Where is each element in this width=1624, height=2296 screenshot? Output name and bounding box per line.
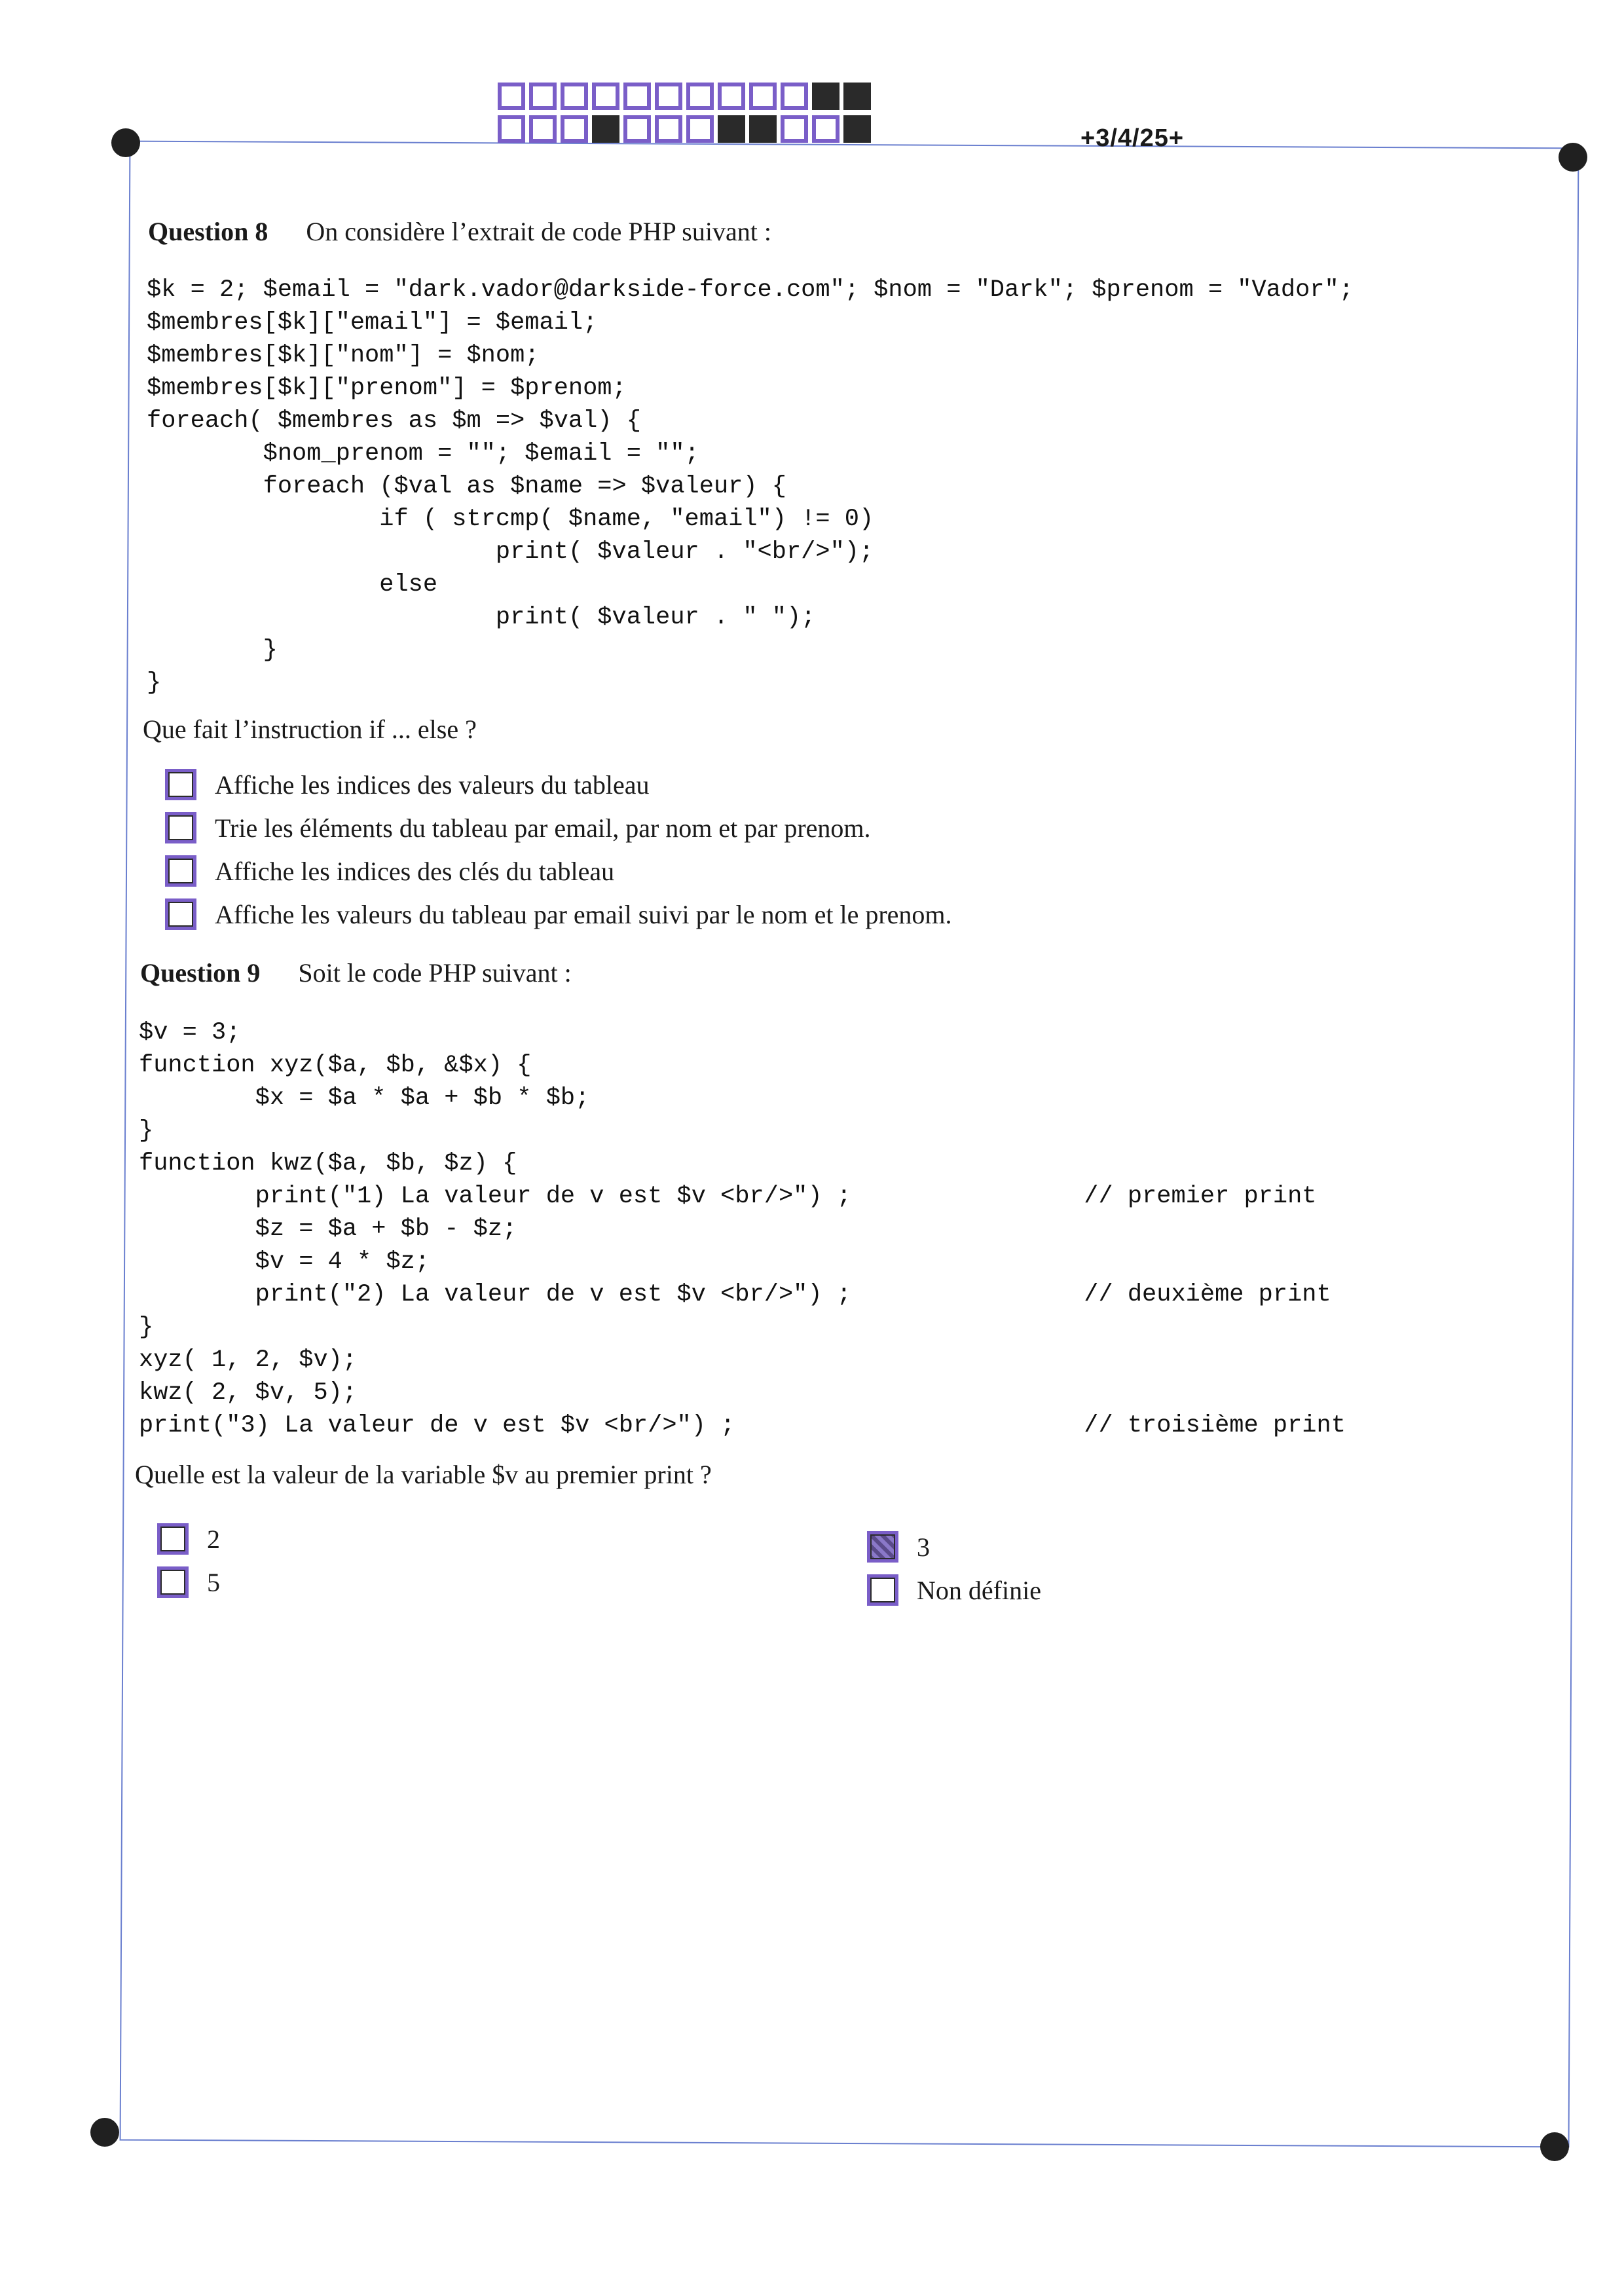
barcode-row-2-box xyxy=(592,115,619,143)
barcode-row-2-box xyxy=(686,115,714,143)
q9-choice-3[interactable] xyxy=(867,1531,930,1563)
q9-choice-5[interactable] xyxy=(157,1566,220,1598)
barcode-row-1-box xyxy=(623,83,651,110)
barcode-row-2 xyxy=(498,115,871,143)
q8-checkbox-2[interactable] xyxy=(165,812,196,843)
barcode-row-2-box xyxy=(749,115,777,143)
q9-checkbox-3[interactable] xyxy=(867,1531,898,1563)
q8-checkbox-3[interactable] xyxy=(165,855,196,887)
registration-mark-bottom-right xyxy=(1540,2132,1569,2161)
barcode-row-2-box xyxy=(623,115,651,143)
barcode-row-2-box xyxy=(781,115,808,143)
question-8-code: $k = 2; $email = "dark.vador@darkside-force.com"; $nom = "Dark"; $prenom = "Vador"; $membres[$k]["email"] = $email; $membres[$k]["nom"] = $nom; $membres[$k]["prenom"] = $prenom; foreach( $membres as $m => $val) { $nom_prenom = ""; $email = ""; foreach ($val as $name => $valeur) { if ( strcmp( $name, "email") != 0) print( $valeur . "<br/>"); else print( $valeur . " "); } } xyxy=(147,276,1354,697)
barcode-row-2-box xyxy=(561,115,588,143)
question-8-header xyxy=(148,216,771,247)
barcode-row-1-box xyxy=(812,83,840,110)
barcode-row-2-box xyxy=(812,115,840,143)
barcode-row-1 xyxy=(498,83,871,110)
q8-choice-4[interactable] xyxy=(165,898,952,930)
barcode-row-1-box xyxy=(718,83,745,110)
barcode-row-1-box xyxy=(592,83,619,110)
page-id: +3/4/25+ xyxy=(1080,124,1185,152)
q8-choice-3-label: Affiche les indices des clés du tableau xyxy=(215,856,615,886)
barcode-row-1-box xyxy=(686,83,714,110)
q9-choice-5-label: 5 xyxy=(207,1567,220,1597)
question-8-intro: On considère l’extrait de code PHP suivant : xyxy=(306,217,771,246)
q9-choice-3-label: 3 xyxy=(917,1532,930,1562)
q8-choice-4-label: Affiche les valeurs du tableau par email suivi par le nom et le prenom. xyxy=(215,899,952,929)
q8-choice-1-label: Affiche les indices des valeurs du tableau xyxy=(215,769,650,800)
question-8-prompt: Que fait l’instruction if ... else ? xyxy=(143,714,477,744)
q9-choice-2-label: 2 xyxy=(207,1524,220,1554)
q9-checkbox-5[interactable] xyxy=(157,1566,189,1598)
barcode-row-1-box xyxy=(781,83,808,110)
question-9-header xyxy=(140,957,572,988)
q8-checkbox-1[interactable] xyxy=(165,769,196,800)
q9-checkbox-non-definie[interactable] xyxy=(867,1574,898,1606)
q9-choice-non-definie-label: Non définie xyxy=(917,1575,1041,1605)
barcode-row-1-box xyxy=(843,83,871,110)
q8-choice-2[interactable] xyxy=(165,812,871,843)
barcode-row-1-box xyxy=(561,83,588,110)
q8-checkbox-4[interactable] xyxy=(165,898,196,930)
registration-mark-top-left xyxy=(111,128,140,157)
barcode-row-1-box xyxy=(529,83,557,110)
registration-mark-bottom-left xyxy=(90,2118,119,2147)
q9-checkbox-2[interactable] xyxy=(157,1523,189,1555)
barcode-row-1-box xyxy=(749,83,777,110)
barcode-row-1-box xyxy=(655,83,682,110)
q8-choice-1[interactable] xyxy=(165,769,649,800)
q9-choice-non-definie[interactable] xyxy=(867,1574,1041,1606)
barcode-row-2-box xyxy=(843,115,871,143)
barcode-row-1-box xyxy=(498,83,525,110)
barcode-row-2-box xyxy=(498,115,525,143)
question-9-number: Question 9 xyxy=(140,958,261,988)
q8-choice-3[interactable] xyxy=(165,855,614,887)
barcode-row-2-box xyxy=(655,115,682,143)
question-9-prompt: Quelle est la valeur de la variable $v au premier print ? xyxy=(135,1460,712,1489)
barcode-row-2-box xyxy=(529,115,557,143)
question-8-number: Question 8 xyxy=(148,217,268,246)
question-9-intro: Soit le code PHP suivant : xyxy=(298,958,572,988)
q8-choice-2-label: Trie les éléments du tableau par email, par nom et par prenom. xyxy=(215,813,871,843)
barcode-row-2-box xyxy=(718,115,745,143)
q9-choice-2[interactable] xyxy=(157,1523,220,1555)
registration-mark-top-right xyxy=(1559,143,1587,172)
question-9-code: $v = 3; function xyz($a, $b, &$x) { $x = $a * $a + $b * $b; } function kwz($a, $b, $z) { print("1) La valeur de v est $v <br/>") ; // premier print $z = $a + $b - $z; $v = 4 * $z; print("2) La valeur de v est $v <br/>") ; // deuxième print } xyz( 1, 2, $v); kwz( 2, $v, 5); print("3) La valeur de v est $v <br/>") ; // troisième print xyxy=(139,1019,1346,1439)
